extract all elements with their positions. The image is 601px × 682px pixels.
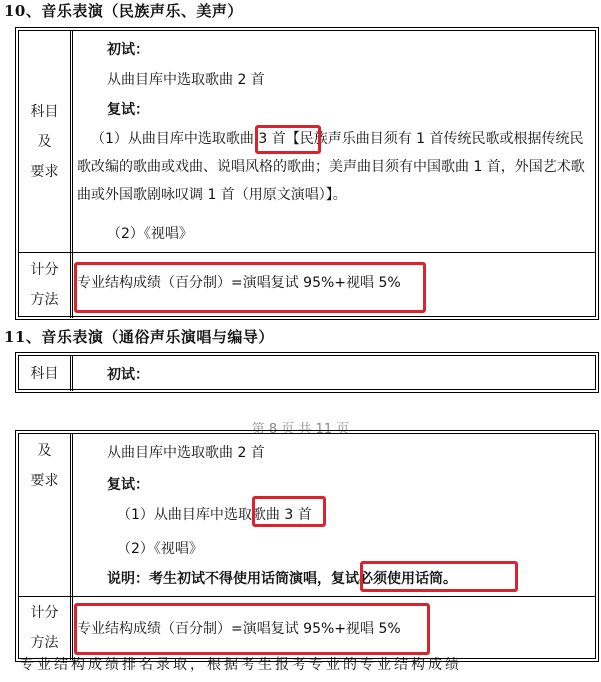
- scoring-text: 专业结构成绩（百分制）=演唱复试 95%+视唱 5%: [77, 621, 401, 637]
- scoring-text: 专业结构成绩（百分制）=演唱复试 95%+视唱 5%: [77, 275, 401, 291]
- retest-item-1-prefix: （1）从曲目库中选取: [117, 507, 252, 523]
- retest-item-1-highlight: 歌曲 3 首: [225, 131, 286, 147]
- note-highlight: 复试必须使用话筒。: [331, 571, 457, 587]
- label-line-3: 要求: [30, 163, 59, 180]
- section-11-table-top: [18, 355, 596, 390]
- scoring-label: [19, 596, 73, 660]
- bottom-text: 专业结构成绩排名录取，根据考生报考专业的专业结构成绩: [20, 657, 462, 673]
- highlight-box: [360, 561, 518, 592]
- retest-item-2: （2）《视唱》: [107, 226, 193, 242]
- bottom-clipped-text: [0, 657, 601, 673]
- page-number: 第 8 页 共 11 页: [251, 422, 350, 437]
- page-footer: [0, 406, 601, 437]
- retest-item-1-highlight: 歌曲 3 首: [251, 507, 312, 523]
- requirements-label: [19, 434, 73, 596]
- prelim-title: 初试：: [107, 367, 149, 383]
- label-line-1: 计分: [30, 605, 59, 621]
- highlight-box: [74, 603, 430, 655]
- retest-item-1-detail: 【民族声乐曲目须有 1 首传统民歌或根据传统民歌改编的歌曲或戏曲、说唱风格的歌曲；美声曲目须有中国歌曲 1 首，外国艺术歌曲或外国歌剧咏叹调 1 首（用原文演唱）】。: [77, 131, 585, 203]
- label-line-1: 计分: [30, 262, 59, 278]
- label-line-1: 及: [37, 443, 52, 459]
- retest-title: 复试：: [107, 477, 149, 493]
- subject-row: [19, 356, 595, 391]
- label-line-1: 科目: [30, 365, 59, 382]
- highlight-box: [74, 262, 426, 313]
- requirements-label: [19, 31, 73, 252]
- section-11-heading: 11、音乐表演（通俗声乐演唱与编导）: [4, 328, 274, 346]
- prelim-title: 初试：: [107, 42, 149, 58]
- subject-content: [77, 356, 591, 391]
- retest-item-1-prefix: （1）从曲目库中选取: [91, 131, 226, 147]
- prelim-text: 从曲目库中选取歌曲 2 首: [107, 72, 265, 88]
- retest-item-2: （2）《视唱》: [117, 541, 203, 557]
- retest-title: 复试：: [107, 102, 149, 118]
- label-line-2: 方法: [30, 635, 59, 651]
- requirements-content: [77, 31, 591, 252]
- prelim-text: 从曲目库中选取歌曲 2 首: [107, 445, 265, 461]
- note-prefix: 说明：考生初试不得使用话筒演唱，: [107, 571, 331, 587]
- scoring-label: [19, 252, 73, 318]
- highlight-box: [255, 125, 321, 154]
- label-line-2: 方法: [30, 292, 59, 308]
- label-line-2: 要求: [30, 473, 59, 489]
- label-line-2: 及: [37, 133, 52, 150]
- retest-item-1: [77, 125, 587, 209]
- subject-label: [19, 356, 73, 391]
- highlight-box: [252, 496, 326, 527]
- label-line-1: 科目: [30, 103, 59, 120]
- section-10-heading: 10、音乐表演（民族声乐、美声）: [4, 2, 243, 20]
